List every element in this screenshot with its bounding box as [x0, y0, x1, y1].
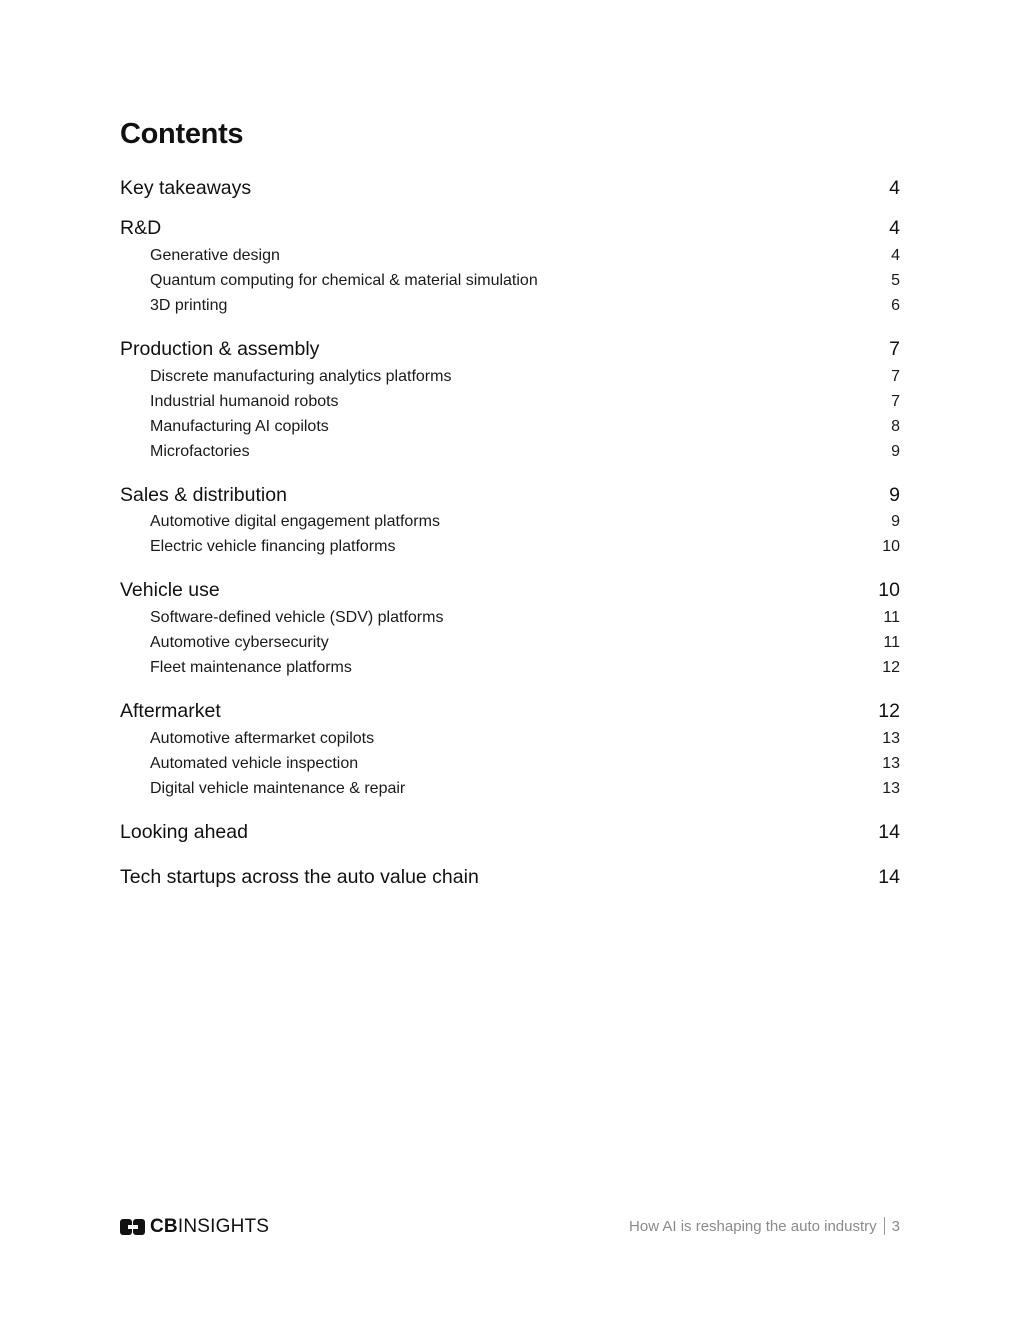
toc-subentry-page: 8 [891, 418, 900, 435]
toc-entry[interactable] [120, 217, 900, 240]
logo-wordmark-bold: CB [150, 1216, 178, 1237]
cb-insights-logo [120, 1217, 269, 1236]
toc-entry-label: Aftermarket [120, 700, 221, 722]
toc-subentry-page: 10 [882, 538, 900, 555]
toc-subentry-label: Industrial humanoid robots [150, 393, 339, 410]
toc-subentry-page: 6 [891, 297, 900, 314]
page-number: 3 [891, 1217, 900, 1235]
toc-entry-page: 10 [878, 579, 900, 601]
toc-subentry-label: Discrete manufacturing analytics platforms [150, 368, 452, 385]
toc-entry-label: Key takeaways [120, 177, 252, 199]
toc-subentry[interactable] [120, 659, 900, 677]
toc-entry-label: R&D [120, 217, 162, 239]
toc-entry[interactable] [120, 579, 900, 602]
toc-subentry-label: Fleet maintenance platforms [150, 659, 352, 676]
toc-subentry[interactable] [120, 297, 900, 315]
toc-subentry-label: Software-defined vehicle (SDV) platforms [150, 609, 444, 626]
toc-subentry-page: 5 [891, 272, 900, 289]
toc-subentry-label: Electric vehicle financing platforms [150, 538, 396, 555]
toc-subentry-label: Automotive aftermarket copilots [150, 730, 375, 747]
toc-subentry-label: Microfactories [150, 443, 250, 460]
toc-entry[interactable] [120, 177, 900, 200]
page-title: Contents [120, 118, 244, 150]
toc-subentry-page: 4 [891, 247, 900, 264]
toc-subentry-label: Quantum computing for chemical & material simulation [150, 272, 538, 289]
toc-entry[interactable] [120, 821, 900, 844]
report-title: How AI is reshaping the auto industry [629, 1217, 877, 1235]
toc-subentry-label: Generative design [150, 247, 280, 264]
toc-subentry[interactable] [120, 780, 900, 798]
toc-subentry[interactable] [120, 393, 900, 411]
toc-entry-label: Looking ahead [120, 821, 248, 843]
toc-entry[interactable] [120, 484, 900, 507]
toc-subentry-page: 11 [883, 609, 900, 626]
toc-subentry-page: 13 [882, 780, 900, 797]
toc-subentry-page: 9 [891, 443, 900, 460]
toc-subentry[interactable] [120, 368, 900, 386]
toc-subentry-label: Manufacturing AI copilots [150, 418, 329, 435]
toc-subentry-page: 7 [891, 368, 900, 385]
toc-subentry[interactable] [120, 418, 900, 436]
toc-entry-page: 4 [889, 177, 900, 199]
toc-subentry-page: 11 [883, 634, 900, 651]
toc-subentry-label: Automated vehicle inspection [150, 755, 359, 772]
toc-subentry-label: Digital vehicle maintenance & repair [150, 780, 406, 797]
toc-subentry-label: Automotive cybersecurity [150, 634, 329, 651]
logo-wordmark-light: INSIGHTS [177, 1216, 270, 1237]
toc-subentry-page: 13 [882, 755, 900, 772]
toc-entry-label: Tech startups across the auto value chain [120, 866, 479, 888]
page-footer [629, 1217, 900, 1235]
footer-divider [884, 1217, 885, 1235]
toc-entry-label: Sales & distribution [120, 484, 287, 506]
toc-subentry-page: 13 [882, 730, 900, 747]
toc-entry-label: Production & assembly [120, 338, 320, 360]
toc-subentry[interactable] [120, 443, 900, 461]
toc-entry-page: 7 [889, 338, 900, 360]
toc-entry[interactable] [120, 700, 900, 723]
toc-subentry[interactable] [120, 247, 900, 265]
toc-subentry[interactable] [120, 755, 900, 773]
toc-entry[interactable] [120, 866, 900, 889]
toc-subentry-page: 7 [891, 393, 900, 410]
toc-subentry[interactable] [120, 730, 900, 748]
toc-subentry-label: Automotive digital engagement platforms [150, 513, 440, 530]
toc-entry-label: Vehicle use [120, 579, 220, 601]
toc-subentry[interactable] [120, 634, 900, 652]
toc-subentry[interactable] [120, 513, 900, 531]
toc-subentry[interactable] [120, 609, 900, 627]
toc-subentry-label: 3D printing [150, 297, 228, 314]
toc-entry[interactable] [120, 338, 900, 361]
toc-entry-page: 12 [878, 700, 900, 722]
toc-subentry-page: 12 [882, 659, 900, 676]
toc-entry-page: 4 [889, 217, 900, 239]
logo-wordmark [150, 1217, 269, 1236]
toc-entry-page: 14 [878, 866, 900, 888]
toc-subentry[interactable] [120, 272, 900, 290]
toc-subentry-page: 9 [891, 513, 900, 530]
toc-entry-page: 14 [878, 821, 900, 843]
cb-insights-mark-icon [120, 1218, 146, 1236]
toc-subentry[interactable] [120, 538, 900, 556]
toc-entry-page: 9 [889, 484, 900, 506]
